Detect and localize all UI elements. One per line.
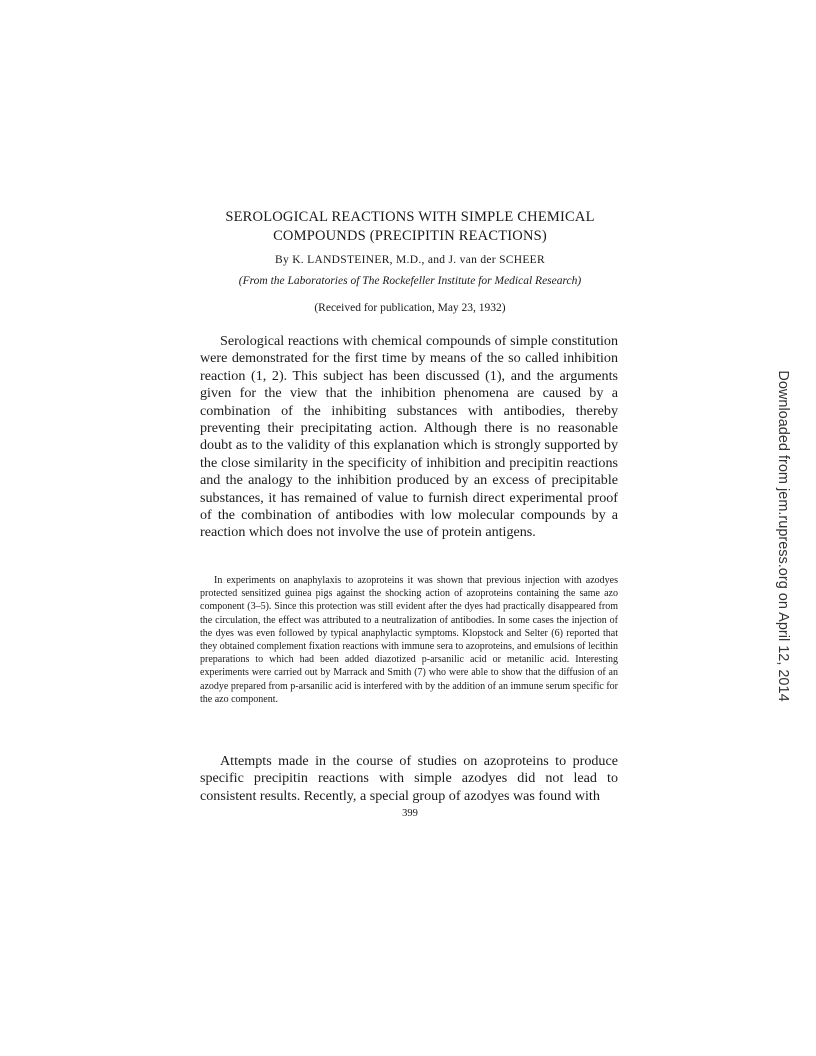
body-paragraph-2-small: In experiments on anaphylaxis to azoproteins it was shown that previous injection with azodyes protected sensitized guinea pigs against the shocking action of azoproteins containing the same azo component (3–5). Since this protection was still evident after the dyes had practically disappeared from the circulation, the effect was attributed to a neutralization of antibodies. In some cases the injection of the dyes was even followed by typical anaphylactic symptoms. Klopstock and Selter (6) reported that they obtained complement fixation reactions with immune sera to azoproteins, and emulsions of lecithin preparations to which had been added diazotized p-arsanilic acid or metanilic acid. Interesting experiments were carried out by Marrack and Smith (7) who were able to show that the diffusion of an azodye prepared from p-arsanilic acid is interfered with by the addition of an immune serum specific for the azo component. — [200, 575, 618, 705]
affiliation: (From the Laboratories of The Rockefeller Institute for Medical Research) — [238, 275, 582, 287]
author-line: By K. LANDSTEINER, M.D., and J. van der SCHEER — [275, 254, 545, 266]
body-paragraph-1: Serological reactions with chemical compounds of simple constitution were demonstrated for the first time by means of the so called inhibition reaction (1, 2). This subject has been discussed (1), and the arguments given for the view that the inhibition phenomena are caused by a combination of the inhibiting substances with antibodies, thereby preventing their precipitating action. Although there is no reasonable doubt as to the validity of this explanation which is strongly supported by the close similarity in the specificity of inhibition and precipitin reactions and the analogy to the inhibition produced by an excess of precipitable substances, it has remained of value to furnish direct experimental proof of the combination of antibodies with low molecular compounds by a reaction which does not involve the use of protein antigens. — [200, 333, 618, 541]
title-line-2: COMPOUNDS (PRECIPITIN REACTIONS) — [273, 228, 547, 244]
received-date: (Received for publication, May 23, 1932) — [314, 302, 506, 314]
title-line-1: SEROLOGICAL REACTIONS WITH SIMPLE CHEMICAL — [225, 209, 595, 225]
page-number: 399 — [402, 808, 418, 819]
body-paragraph-3: Attempts made in the course of studies on azoproteins to produce specific precipitin reactions with simple azodyes did not lead to consistent results. Recently, a special group of azodyes was found with — [200, 753, 618, 804]
article-title — [200, 208, 620, 246]
download-watermark: Downloaded from jem.rupress.org on April 12, 2014 — [775, 370, 791, 702]
